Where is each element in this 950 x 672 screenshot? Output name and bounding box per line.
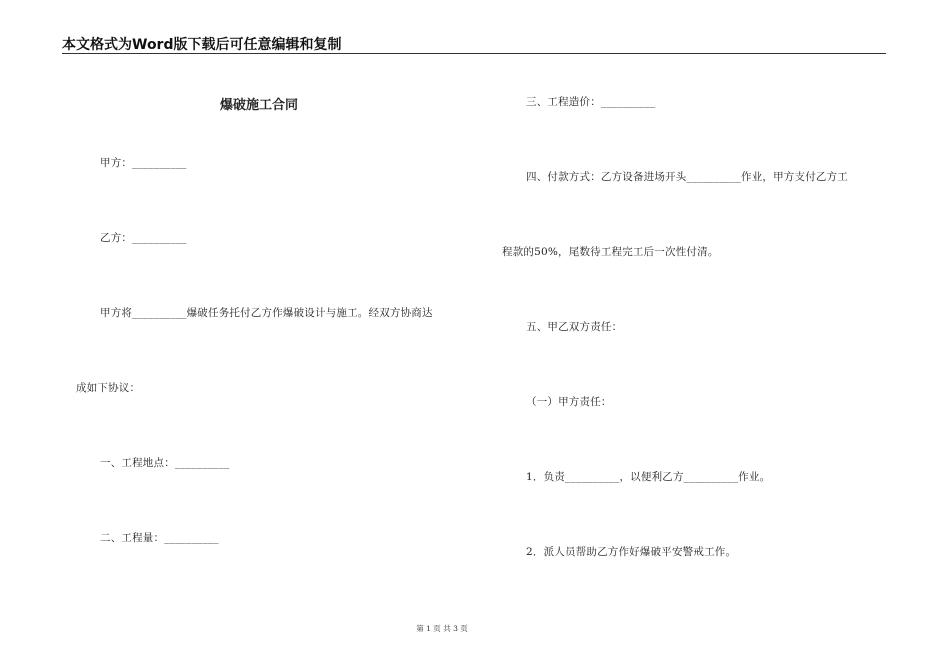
clause-payment: 四、付款方式：乙方设备进场开头__________作业，甲方支付乙方工 bbox=[526, 171, 848, 183]
subheading-party-a-responsibility: （一）甲方责任： bbox=[526, 396, 612, 408]
page-number: 第 1 页 共 3 页 bbox=[416, 624, 468, 633]
clause-payment-continuation: 程款的50%，尾数待工程完工后一次性付清。 bbox=[502, 246, 719, 258]
entrust-clause-continuation: 成如下协议： bbox=[76, 382, 141, 394]
document-header-note: 本文格式为Word版下载后可任意编辑和复制 bbox=[62, 37, 342, 53]
clause-location: 一、工程地点：__________ bbox=[100, 457, 230, 469]
entrust-clause-line: 甲方将__________爆破任务托付乙方作爆破设计与施工。经双方协商达 bbox=[100, 307, 433, 319]
header-divider bbox=[62, 53, 886, 54]
party-a-line: 甲方：__________ bbox=[100, 157, 187, 169]
responsibility-item-1: 1．负责__________，以便利乙方__________作业。 bbox=[526, 471, 771, 483]
clause-quantity: 二、工程量：__________ bbox=[100, 532, 219, 544]
party-b-line: 乙方：__________ bbox=[100, 232, 187, 244]
clause-cost: 三、工程造价：__________ bbox=[526, 96, 656, 108]
clause-responsibilities: 五、甲乙双方责任： bbox=[526, 321, 623, 333]
document-title: 爆破施工合同 bbox=[220, 98, 299, 113]
responsibility-item-2: 2．派人员帮助乙方作好爆破平安警戒工作。 bbox=[526, 546, 737, 558]
